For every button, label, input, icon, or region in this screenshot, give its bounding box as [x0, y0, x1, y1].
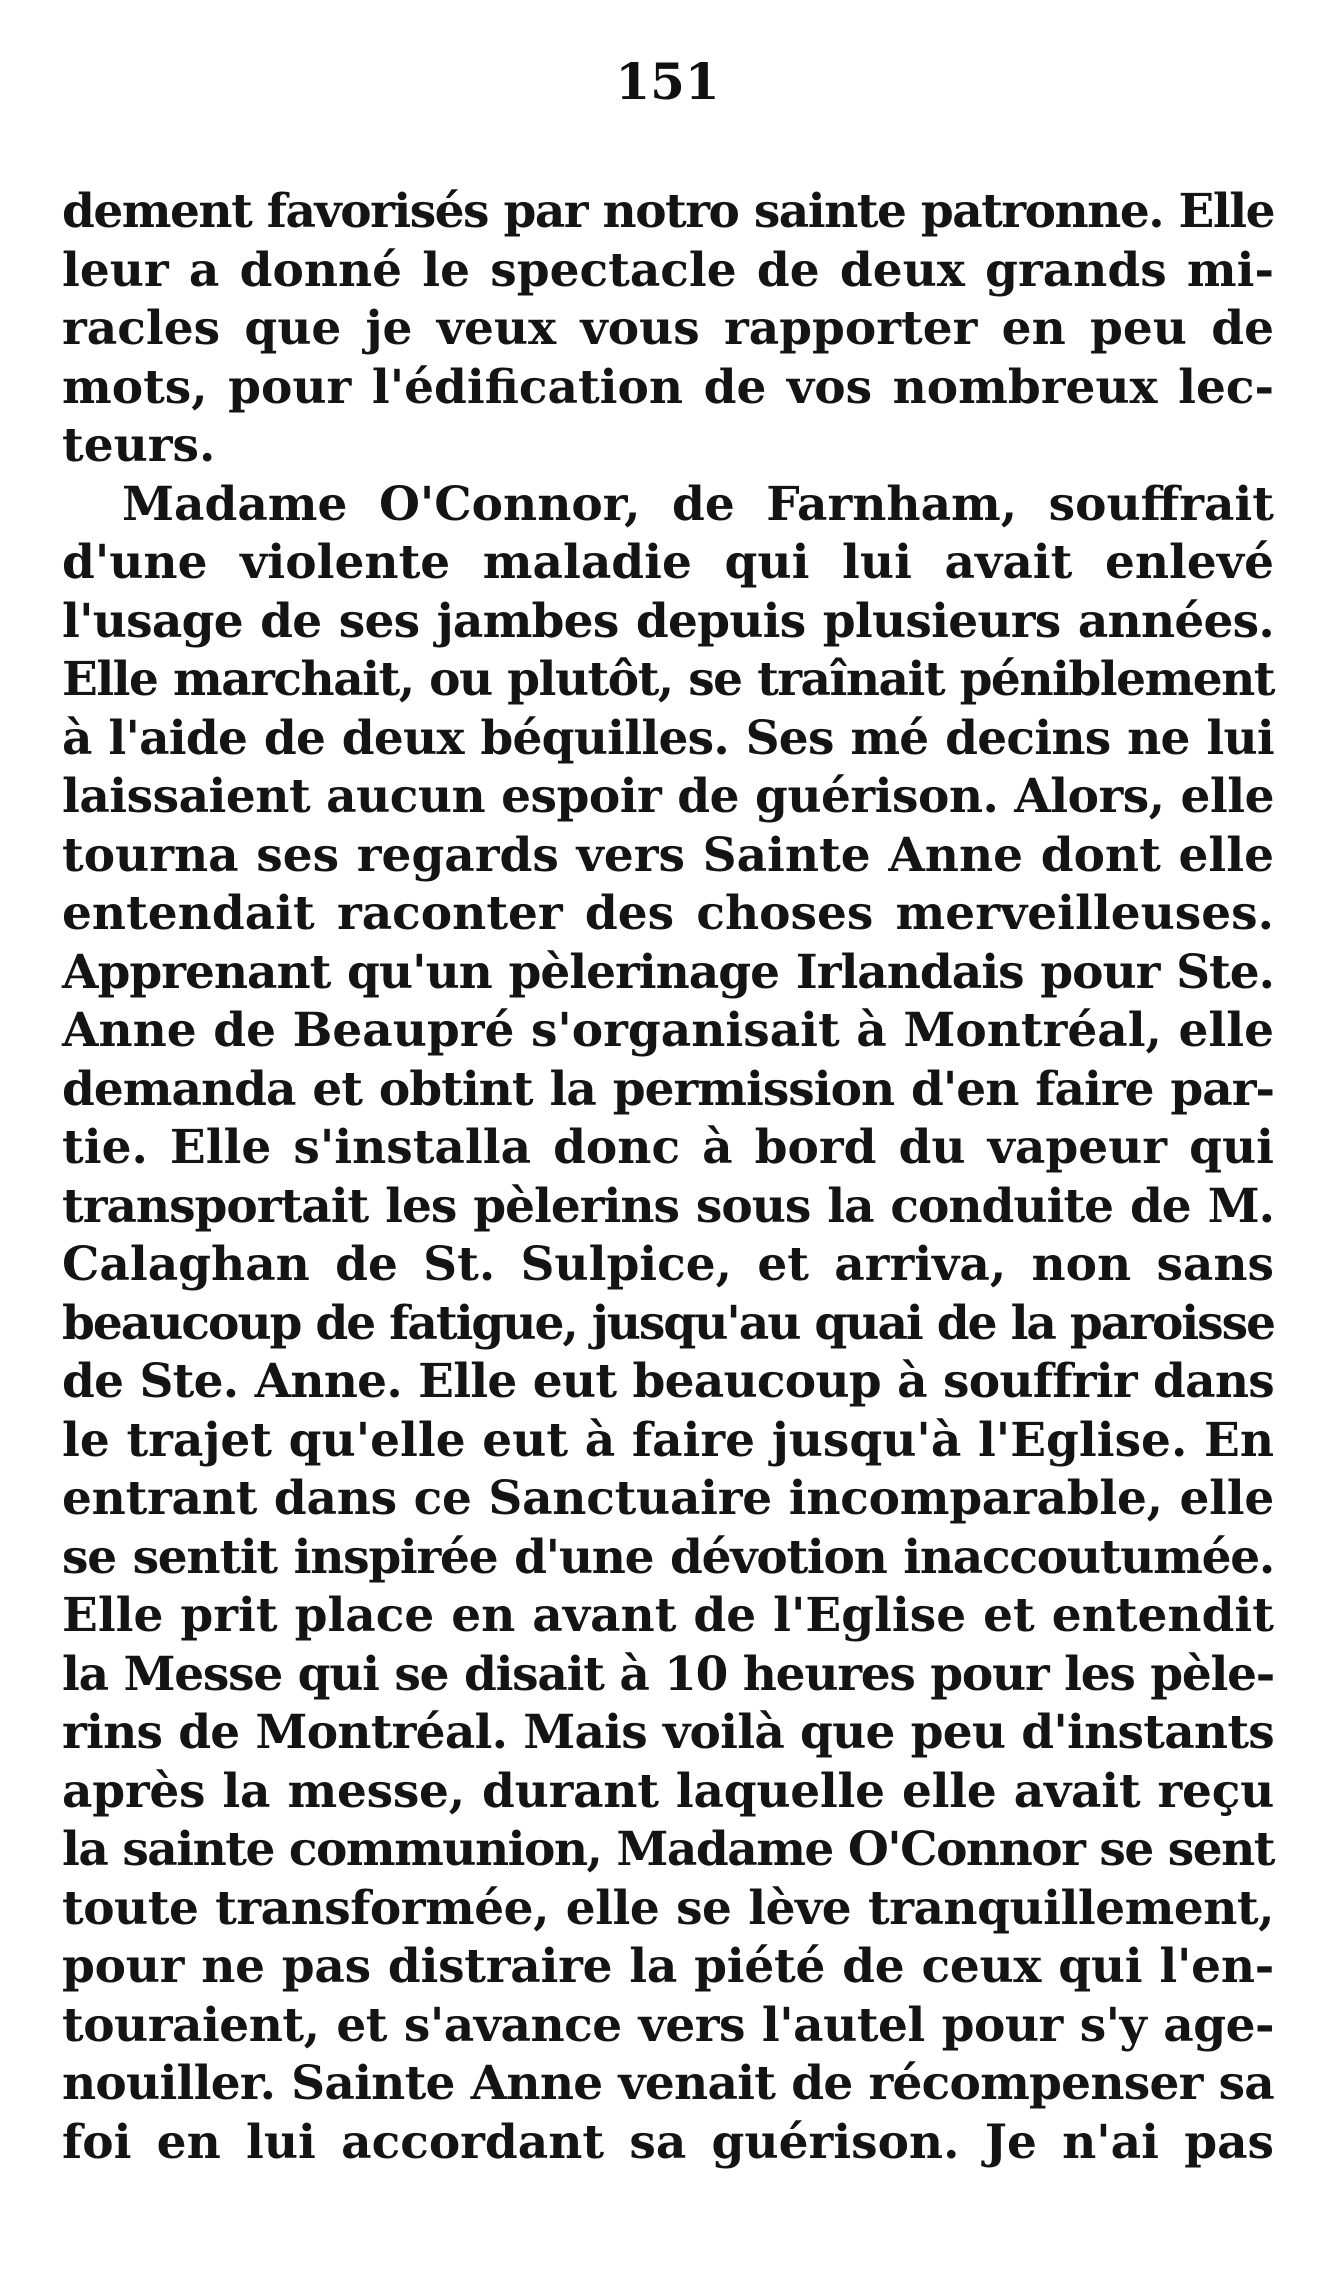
- text-line: demanda et obtint la permission d'en faire par-: [62, 1061, 1274, 1117]
- text-line: l'usage de ses jambes depuis plusieurs années.: [62, 593, 1274, 649]
- text-line: Madame O'Connor, de Farnham, souffrait: [122, 476, 1274, 532]
- text-line: de Ste. Anne. Elle eut beaucoup à souffrir dans: [62, 1354, 1274, 1409]
- text-line: mots, pour l'édification de vos nombreux lec-: [62, 359, 1274, 415]
- text-line: racles que je veux vous rapporter en peu de: [62, 301, 1274, 356]
- text-line: rins de Montréal. Mais voilà que peu d'instants: [62, 1705, 1274, 1760]
- text-line: Elle prit place en avant de l'Eglise et entendit: [62, 1588, 1274, 1643]
- text-line: beaucoup de fatigue, jusqu'au quai de la paroisse: [62, 1295, 1274, 1351]
- text-line: d'une violente maladie qui lui avait enlevé: [62, 535, 1274, 590]
- text-line: le trajet qu'elle eut à faire jusqu'à l'Eglise. En: [62, 1412, 1274, 1468]
- text-line: transportait les pèlerins sous la conduite de M.: [62, 1178, 1274, 1234]
- text-line: pour ne pas distraire la piété de ceux qui l'en-: [62, 1939, 1274, 1994]
- text-line: toute transformée, elle se lève tranquillement,: [62, 1880, 1274, 1936]
- text-line: Anne de Beaupré s'organisait à Montréal, elle: [62, 1003, 1274, 1058]
- text-line: leur a donné le spectacle de deux grands mi-: [62, 242, 1274, 298]
- body-text: [62, 183, 1274, 2172]
- text-line: dement favorisés par notro sainte patronne. Elle: [62, 184, 1274, 239]
- text-line: Apprenant qu'un pèlerinage Irlandais pour Ste.: [62, 944, 1274, 1000]
- text-line: à l'aide de deux béquilles. Ses mé decins ne lui: [62, 710, 1274, 766]
- page-number: 151: [615, 52, 720, 111]
- text-line: entrant dans ce Sanctuaire incomparable, elle: [62, 1471, 1274, 1526]
- text-line: la Messe qui se disait à 10 heures pour les pèle-: [62, 1646, 1274, 1702]
- text-line: touraient, et s'avance vers l'autel pour s'y age-: [62, 1997, 1274, 2053]
- text-line: foi en lui accordant sa guérison. Je n'ai pas: [62, 2114, 1274, 2170]
- text-line: Elle marchait, ou plutôt, se traînait péniblement: [62, 652, 1274, 707]
- text-line: teurs.: [62, 418, 216, 473]
- text-line: la sainte communion, Madame O'Connor se sent: [62, 1822, 1274, 1877]
- text-line: entendait raconter des choses merveilleuses.: [62, 886, 1274, 941]
- text-line: tourna ses regards vers Sainte Anne dont elle: [62, 827, 1274, 883]
- text-line: Calaghan de St. Sulpice, et arriva, non sans: [62, 1237, 1274, 1292]
- text-line: se sentit inspirée d'une dévotion inaccoutumée.: [62, 1529, 1274, 1585]
- text-line: tie. Elle s'installa donc à bord du vapeur qui: [62, 1120, 1274, 1175]
- text-line: laissaient aucun espoir de guérison. Alors, elle: [62, 769, 1274, 824]
- text-line: après la messe, durant laquelle elle avait reçu: [62, 1763, 1274, 1819]
- text-line: nouiller. Sainte Anne venait de récompenser sa: [62, 2056, 1274, 2111]
